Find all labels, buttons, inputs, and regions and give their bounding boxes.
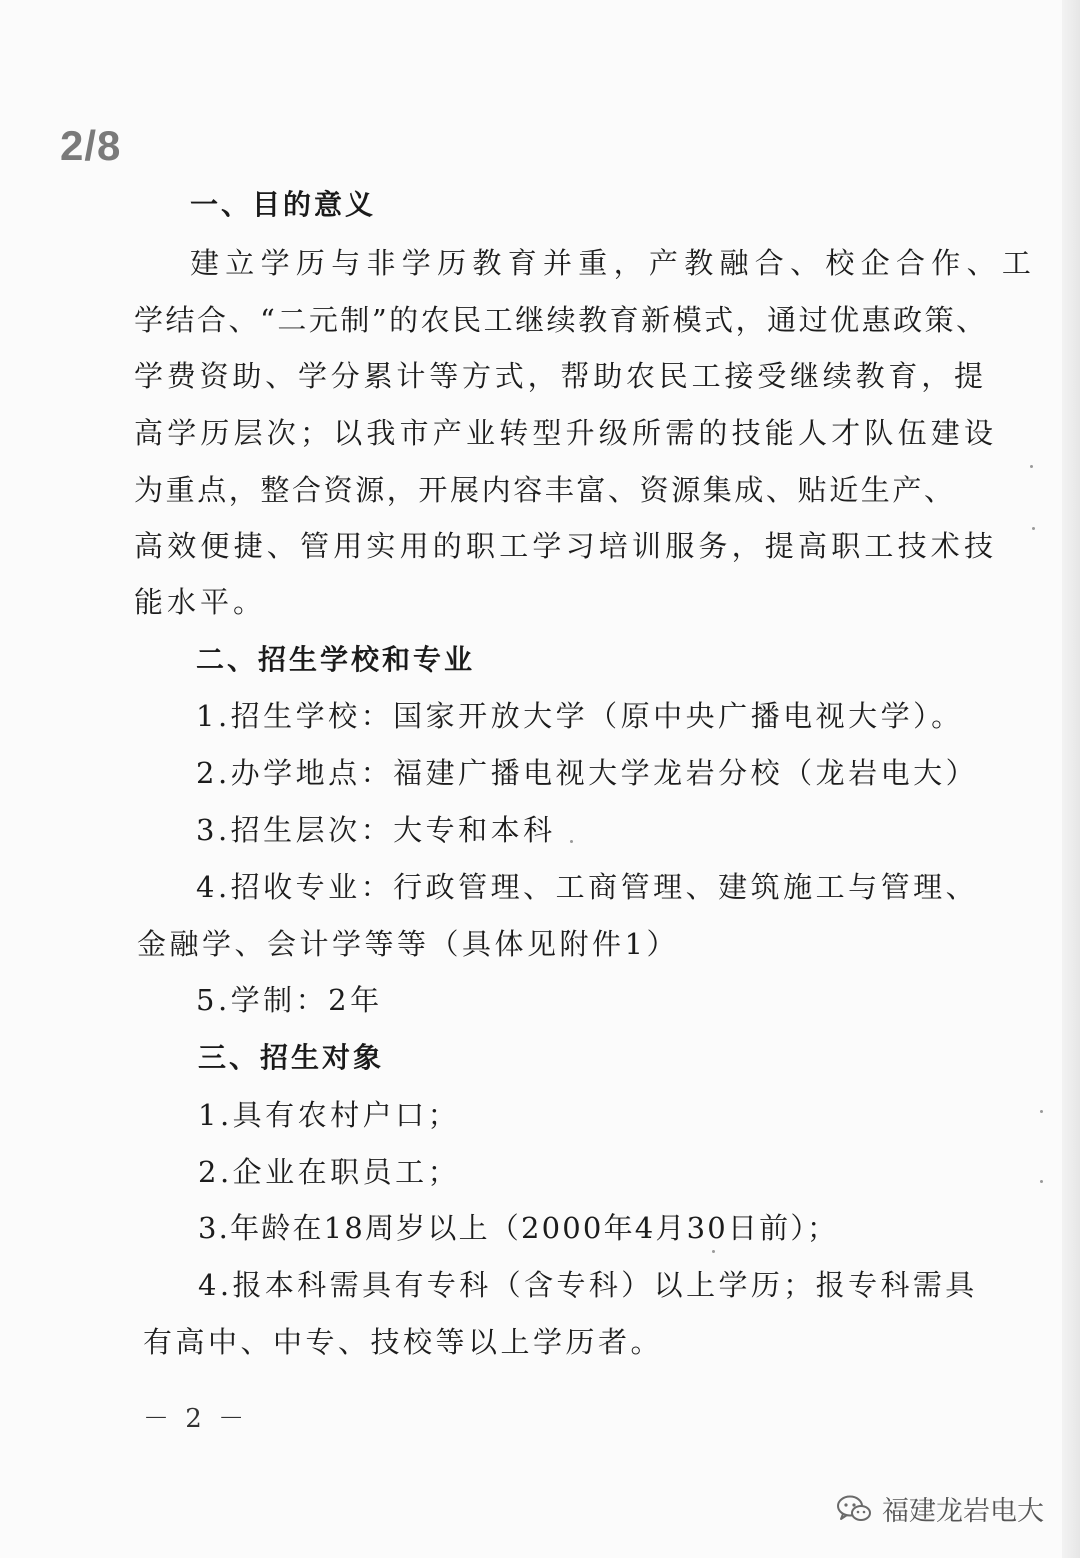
list-item: 2.企业在职员工； (198, 1155, 461, 1189)
scan-speck (712, 1250, 715, 1253)
list-item: 2.办学地点：福建广播电视大学龙岩分校（龙岩电大） (196, 756, 979, 790)
list-item-continuation: 有高中、中专、技校等以上学历者。 (143, 1325, 664, 1359)
section-heading-purpose: 一、目的意义 (190, 188, 377, 221)
list-item: 1.具有农村户口； (198, 1098, 461, 1132)
paragraph-line: 学费资助、学分累计等方式，帮助农民工接受继续教育，提 (134, 359, 987, 393)
paragraph-line: 能水平。 (134, 585, 267, 619)
page-edge-shadow (1062, 0, 1080, 1558)
paragraph-line: 建立学历与非学历教育并重，产教融合、校企合作、工 (190, 246, 1038, 280)
paragraph-line: 高效便捷、管用实用的职工学习培训服务，提高职工技术技 (134, 529, 998, 563)
list-item: 5.学制：2年 (196, 983, 383, 1017)
list-item-continuation: 金融学、会计学等等（具体见附件1） (137, 927, 679, 961)
scan-speck (1040, 1180, 1043, 1183)
list-item: 1.招生学校：国家开放大学（原中央广播电视大学）。 (196, 699, 964, 733)
wechat-icon (836, 1494, 872, 1524)
page-counter: 2/8 (60, 122, 122, 169)
paragraph-line: 学结合、“二元制”的农民工继续教育新模式，通过优惠政策、 (134, 303, 988, 337)
scan-speck (1040, 1110, 1043, 1113)
list-item: 3.招生层次：大专和本科 (196, 813, 556, 847)
section-heading-schools-majors: 二、招生学校和专业 (196, 643, 476, 676)
scan-speck (1030, 465, 1033, 468)
scan-speck (570, 840, 573, 843)
list-item: 3.年龄在18周岁以上（2000年4月30日前）； (198, 1211, 839, 1245)
paragraph-line: 高学历层次；以我市产业转型升级所需的技能人才队伍建设 (134, 416, 998, 450)
watermark-text: 福建龙岩电大 (882, 1496, 1044, 1527)
list-item: 4.报本科需具有专科（含专科）以上学历；报专科需具 (198, 1268, 978, 1302)
list-item: 4.招收专业：行政管理、工商管理、建筑施工与管理、 (196, 870, 979, 904)
section-heading-eligibility: 三、招生对象 (198, 1041, 385, 1074)
paragraph-line: 为重点，整合资源，开展内容丰富、资源集成、贴近生产、 (134, 473, 956, 507)
page-number: － 2 － (143, 1404, 249, 1434)
scan-speck (1032, 527, 1035, 530)
watermark (836, 1489, 1044, 1528)
